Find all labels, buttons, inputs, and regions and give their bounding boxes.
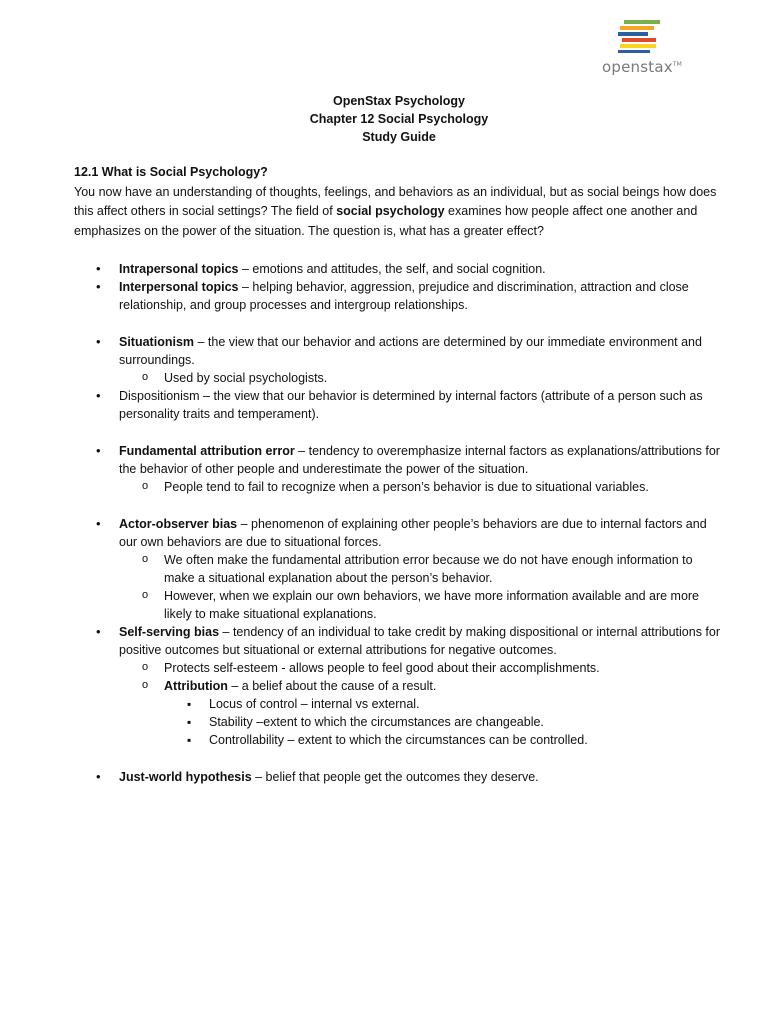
- section-title: 12.1 What is Social Psychology?: [74, 165, 268, 179]
- sub-item-attribution: [119, 677, 724, 749]
- sub-list: [119, 478, 724, 496]
- term: Fundamental attribution error: [119, 444, 295, 458]
- sub-item: o Protects self-esteem - allows people to feel good about their accomplishments.: [119, 659, 724, 677]
- document-header: [0, 92, 768, 146]
- hypothesis-list: [74, 768, 724, 786]
- sub-sub-item: ▪ Controllability – extent to which the circumstances can be controlled.: [164, 731, 724, 749]
- sub-item: o Used by social psychologists.: [119, 369, 724, 387]
- term: Intrapersonal topics: [119, 262, 239, 276]
- list-item-situationism: [74, 333, 724, 387]
- list-item-intrapersonal: [74, 260, 724, 278]
- list-item-fundamental-attribution-error: [74, 442, 724, 496]
- term: Attribution: [164, 679, 228, 693]
- bias-list: [74, 515, 724, 749]
- header-line-3: Study Guide: [362, 130, 436, 144]
- sub-item: o People tend to fail to recognize when a person’s behavior is due to situational variables.: [119, 478, 724, 496]
- intro-text-1: You now have an understanding of thoughts, feelings, and behaviors as an individual, but as social beings how does this affect others in social settings? The field of: [74, 184, 717, 218]
- term: Actor-observer bias: [119, 517, 238, 531]
- definition: – the view that our behavior and actions are determined by our immediate environment and surroundings.: [119, 335, 702, 367]
- openstax-logo-text: [602, 58, 682, 76]
- term: Interpersonal topics: [119, 280, 239, 294]
- term: Just-world hypothesis: [119, 770, 252, 784]
- definition: – a belief about the cause of a result.: [227, 679, 437, 693]
- document-body: [74, 163, 724, 786]
- sub-sub-list: [164, 695, 724, 749]
- sub-sub-item: ▪ Stability –extent to which the circumstances are changeable.: [164, 713, 724, 731]
- list-item-actor-observer-bias: [74, 515, 724, 623]
- topic-list: [74, 260, 724, 314]
- list-item-self-serving-bias: [74, 623, 724, 749]
- term: Self-serving bias: [119, 625, 220, 639]
- logo-wordmark: openstax: [602, 58, 673, 76]
- intro-term: social psychology: [336, 204, 445, 218]
- sub-list: [119, 369, 724, 387]
- definition: – tendency of an individual to take credit by making dispositional or internal attributions for positive outcomes but situational or external attributions for negative outcomes.: [119, 625, 721, 657]
- list-item-dispositionism: • Dispositionism – the view that our behavior is determined by internal factors (attribute of a person such as personality traits and temperament).: [74, 387, 724, 423]
- definition: – tendency to overemphasize internal factors as explanations/attributions for the behavior of other people and underestimate the power of the situation.: [119, 444, 720, 476]
- logo-trademark: TM: [672, 61, 683, 68]
- definition: – belief that people get the outcomes they deserve.: [251, 770, 539, 784]
- sub-list: [119, 659, 724, 749]
- sub-sub-item: ▪ Locus of control – internal vs external.: [164, 695, 724, 713]
- fae-list: [74, 442, 724, 496]
- sub-item: o We often make the fundamental attribution error because we do not have enough information to make a situational explanation about the person’s behavior.: [119, 551, 724, 587]
- section-intro: [74, 183, 724, 242]
- sub-item: o However, when we explain our own behaviors, we have more information available and are more likely to make situational explanations.: [119, 587, 724, 623]
- header-line-1: OpenStax Psychology: [333, 94, 465, 108]
- list-item-interpersonal: [74, 278, 724, 314]
- term: Situationism: [119, 335, 195, 349]
- definition: – phenomenon of explaining other people’s behaviors are due to internal factors and our own behaviors are due to situational forces.: [119, 517, 707, 549]
- list-item-just-world-hypothesis: [74, 768, 724, 786]
- header-line-2: Chapter 12 Social Psychology: [309, 112, 489, 126]
- definition: – emotions and attitudes, the self, and social cognition.: [238, 262, 546, 276]
- openstax-logo: [600, 18, 686, 78]
- definition: – helping behavior, aggression, prejudice and discrimination, attraction and close relationship, and group processes and intergroup relationships.: [119, 280, 689, 312]
- openstax-logo-icon: [600, 18, 686, 58]
- sub-list: [119, 551, 724, 623]
- situation-list: [74, 333, 724, 423]
- intro-text-2: examines how people affect one another and emphasizes on the power of the situation. The question is, what has a greater effect?: [74, 204, 698, 238]
